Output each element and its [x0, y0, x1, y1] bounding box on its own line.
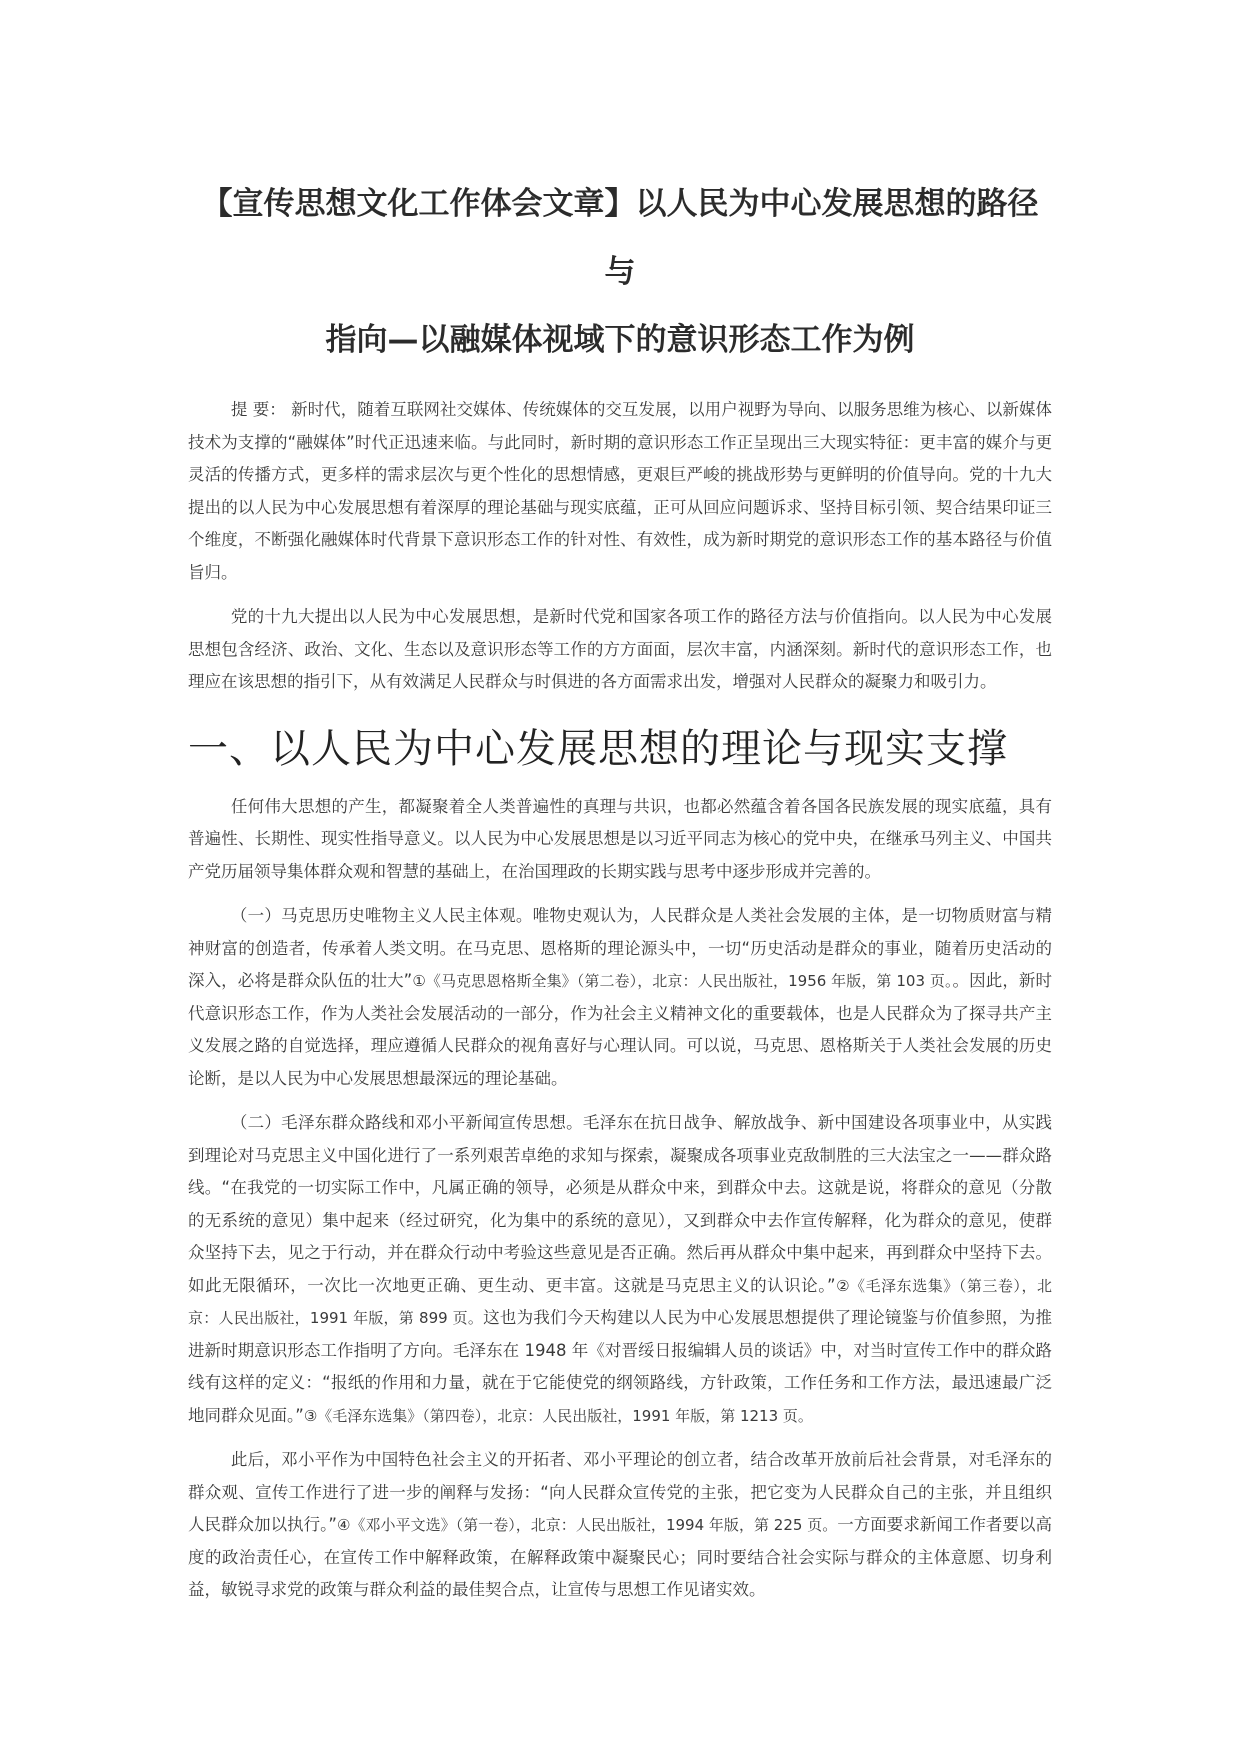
section-heading: 一、以人民为中心发展思想的理论与现实支撑 — [188, 725, 1008, 772]
footnote-2: ②《毛泽东选集》（第三卷），北京：人民出版社，1991 年版，第 899 页。 — [188, 1276, 1052, 1327]
body-paragraph-1: 任何伟大思想的产生，都凝聚着全人类普遍性的真理与共识，也都必然蕴含着各国各民族发展的现实底蕴，具有普遍性、长期性、现实性指导意义。以人民为中心发展思想是以习近平同志为核心的党中央，在继承马列主义、中国共产党历届领导集体群众观和智慧的基础上，在治国理政的长期实践与思考中逐步形成并完善的。 — [188, 796, 1052, 881]
document-title — [188, 170, 1052, 374]
document-page — [188, 170, 1052, 1607]
body-paragraph-2 — [188, 900, 1052, 1095]
paragraph-text: 。因此，新时代意识形态工作，作为人类社会发展活动的一部分，作为社会主义精神文化的重要载体，也是人民群众为了探寻共产主义发展之路的自觉选择，理应遵循人民群众的视角喜好与心理认同。可以说，马克思、恩格斯关于人类社会发展的历史论断，是以人民为中心发展思想最深远的理论基础。 — [188, 971, 1052, 1088]
title-line-2: 指向—以融媒体视域下的意识形态工作为例 — [325, 322, 915, 358]
paragraph-text: 一方面要求新闻工作者要以高度的政治责任心，在宣传工作中解释政策，在解释政策中凝聚民心；同时要结合社会实际与群众的主体意愿、切身利益，敏锐寻求党的政策与群众利益的最佳契合点，让宣传与思想工作见诸实效。 — [188, 1515, 1053, 1599]
intro-paragraph: 党的十九大提出以人民为中心发展思想，是新时代党和国家各项工作的路径方法与价值指向。以人民为中心发展思想包含经济、政治、文化、生态以及意识形态等工作的方方面面，层次丰富，内涵深刻。新时代的意识形态工作，也理应在该思想的指引下，从有效满足人民群众与时俱进的各方面需求出发，增强对人民群众的凝聚力和吸引力。 — [188, 607, 1052, 691]
body-paragraph-4 — [188, 1444, 1052, 1607]
paragraph-text: 这也为我们今天构建以人民为中心发展思想提供了理论镜鉴与价值参照，为推进新时期意识形态工作指明了方向。毛泽东在 1948 年《对晋绥日报编辑人员的谈话》中，对当时宣传工作中的群众路线有这样的定义：“报纸的作用和力量，就在于它能使党的纲领路线，方针政策，工作任务和工作方法，最迅速最广泛地同群众见面。” — [188, 1308, 1052, 1425]
abstract-paragraph: 提 要： 新时代，随着互联网社交媒体、传统媒体的交互发展，以用户视野为导向、以服务思维为核心、以新媒体技术为支撑的“融媒体”时代正迅速来临。与此同时，新时期的意识形态工作正呈现出三大现实特征：更丰富的媒介与更灵活的传播方式，更多样的需求层次与更个性化的思想情感，更艰巨严峻的挑战形势与更鲜明的价值导向。党的十九大提出的以人民为中心发展思想有着深厚的理论基础与现实底蕴，正可从回应问题诉求、坚持目标引领、契合结果印证三个维度，不断强化融媒体时代背景下意识形态工作的针对性、有效性，成为新时期党的意识形态工作的基本路径与价值旨归。 — [188, 400, 1052, 582]
footnote-4: ④《邓小平文选》（第一卷），北京：人民出版社，1994 年版，第 225 页。 — [337, 1516, 838, 1534]
footnote-3: ③《毛泽东选集》（第四卷），北京：人民出版社，1991 年版，第 1213 页。 — [303, 1406, 813, 1425]
paragraph-text: （一）马克思历史唯物主义人民主体观。唯物史观认为，人民群众是人类社会发展的主体，是一切物质财富与精神财富的创造者，传承着人类文明。在马克思、恩格斯的理论源头中，一切“历史活动是群众的事业，随着历史活动的深入，必将是群众队伍的壮大” — [188, 906, 1052, 990]
body-paragraph-3 — [188, 1107, 1052, 1432]
paragraph-text: （二）毛泽东群众路线和邓小平新闻宣传思想。毛泽东在抗日战争、解放战争、新中国建设各项事业中，从实践到理论对马克思主义中国化进行了一系列艰苦卓绝的求知与探索，凝聚成各项事业克敌制胜的三大法宝之一——群众路线。“在我党的一切实际工作中，凡属正确的领导，必须是从群众中来，到群众中去。这就是说，将群众的意见（分散的无系统的意见）集中起来（经过研究，化为集中的系统的意见），又到群众中去作宣传解释，化为群众的意见，使群众坚持下去，见之于行动，并在群众行动中考验这些意见是否正确。然后再从群众中集中起来，再到群众中坚持下去。如此无限循环，一次比一次地更正确、更生动、更丰富。这就是马克思主义的认识论。” — [188, 1113, 1052, 1295]
footnote-1: ①《马克思恩格斯全集》（第二卷），北京：人民出版社，1956 年版，第 103 页。 — [412, 972, 953, 990]
paragraph-text: 此后，邓小平作为中国特色社会主义的开拓者、邓小平理论的创立者，结合改革开放前后社会背景，对毛泽东的群众观、宣传工作进行了进一步的阐释与发扬：“向人民群众宣传党的主张，把它变为人民群众自己的主张，并且组织人民群众加以执行。” — [188, 1450, 1052, 1534]
title-line-1: 【宣传思想文化工作体会文章】以人民为中心发展思想的路径与 — [201, 186, 1039, 290]
